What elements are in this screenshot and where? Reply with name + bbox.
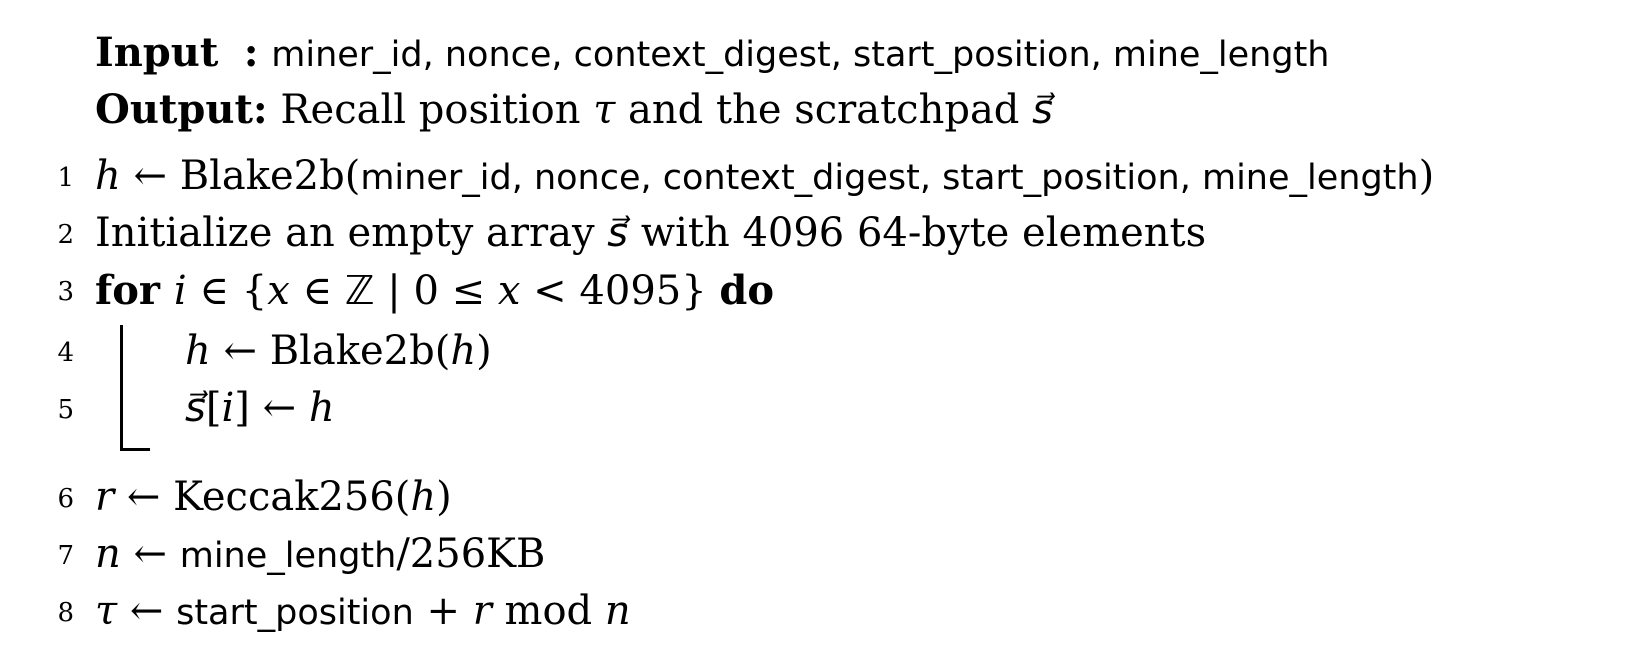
algo-line-3-for [57, 262, 1646, 319]
line-number: 1 [57, 163, 74, 193]
output-line [95, 81, 1646, 138]
algo-line-4-text: h ← Blake2b(h) [185, 328, 492, 374]
line-number: 6 [57, 484, 74, 514]
algo-line-3-text: for i ∈ {x ∈ ℤ | 0 ≤ x < 4095} do [95, 267, 775, 314]
io-header [95, 24, 1646, 138]
input-line-text: Input : miner_id, nonce, context_digest, start_position, mine_length [95, 29, 1330, 76]
for-loop-block [57, 323, 1646, 451]
algo-line-6-text: r ← Keccak256(h) [95, 474, 452, 520]
algo-line-5 [57, 380, 1646, 437]
output-line-text: Output: Recall position τ and the scratchpad s⃗ [95, 86, 1053, 133]
algo-line-7-text: n ← mine_length/256KB [95, 531, 546, 577]
algo-line-8 [57, 583, 1646, 640]
algo-line-4 [57, 323, 1646, 380]
loop-scope-line [120, 325, 123, 451]
line-number: 5 [57, 395, 74, 425]
line-number: 8 [57, 598, 74, 628]
algo-line-1 [57, 148, 1646, 205]
line-number: 2 [57, 220, 74, 250]
algo-line-6 [57, 469, 1646, 526]
algo-line-7 [57, 526, 1646, 583]
algo-line-2 [57, 205, 1646, 262]
line-number: 7 [57, 541, 74, 571]
algo-line-8-text: τ ← start_position + r mod n [95, 588, 631, 634]
input-line [95, 24, 1646, 81]
line-number: 3 [57, 277, 74, 307]
line-number: 4 [57, 338, 74, 368]
algo-line-2-text: Initialize an empty array s⃗ with 4096 64-byte elements [95, 210, 1207, 256]
algo-line-5-text: s⃗[i] ← h [185, 385, 335, 431]
algo-line-1-text: h ← Blake2b(miner_id, nonce, context_digest, start_position, mine_length) [95, 153, 1435, 199]
